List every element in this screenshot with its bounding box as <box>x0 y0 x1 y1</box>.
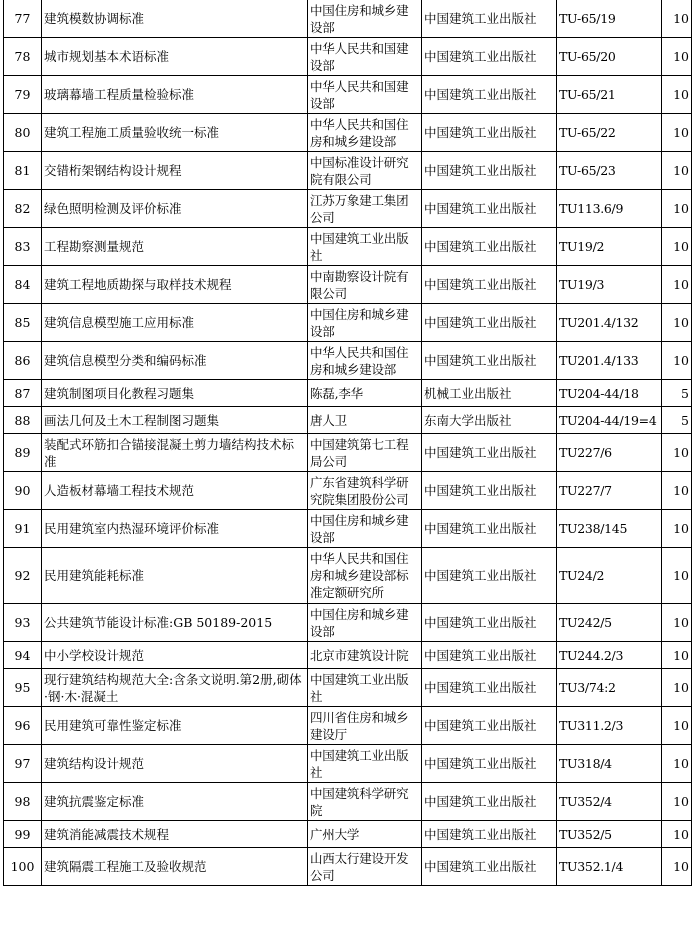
table-row <box>4 38 692 76</box>
book-author: 中国住房和城乡建设部 <box>308 604 422 642</box>
book-author: 中华人民共和国住房和城乡建设部 <box>308 342 422 380</box>
book-publisher: 中国建筑工业出版社 <box>422 152 557 190</box>
book-title: 画法几何及土木工程制图习题集 <box>42 407 308 434</box>
call-number: TU318/4 <box>557 745 662 783</box>
row-number: 94 <box>4 642 42 669</box>
book-author: 中国建筑第七工程局公司 <box>308 434 422 472</box>
call-number: TU242/5 <box>557 604 662 642</box>
book-publisher: 中国建筑工业出版社 <box>422 848 557 886</box>
table-row <box>4 76 692 114</box>
copy-count: 10 <box>662 38 692 76</box>
row-number: 98 <box>4 783 42 821</box>
call-number: TU-65/19 <box>557 0 662 38</box>
call-number: TU19/3 <box>557 266 662 304</box>
catalog-body <box>4 0 692 886</box>
book-author: 中国建筑工业出版社 <box>308 669 422 707</box>
call-number: TU238/145 <box>557 510 662 548</box>
row-number: 79 <box>4 76 42 114</box>
call-number: TU24/2 <box>557 548 662 604</box>
row-number: 96 <box>4 707 42 745</box>
book-title: 建筑信息模型分类和编码标准 <box>42 342 308 380</box>
book-author: 中华人民共和国住房和城乡建设部 <box>308 114 422 152</box>
copy-count: 10 <box>662 76 692 114</box>
call-number: TU352.1/4 <box>557 848 662 886</box>
call-number: TU311.2/3 <box>557 707 662 745</box>
book-title: 民用建筑室内热湿环境评价标准 <box>42 510 308 548</box>
copy-count: 10 <box>662 434 692 472</box>
book-title: 建筑模数协调标准 <box>42 0 308 38</box>
row-number: 100 <box>4 848 42 886</box>
book-publisher: 中国建筑工业出版社 <box>422 548 557 604</box>
call-number: TU204-44/18 <box>557 380 662 407</box>
book-publisher: 中国建筑工业出版社 <box>422 190 557 228</box>
copy-count: 10 <box>662 821 692 848</box>
call-number: TU201.4/133 <box>557 342 662 380</box>
book-title: 玻璃幕墙工程质量检验标准 <box>42 76 308 114</box>
book-publisher: 中国建筑工业出版社 <box>422 821 557 848</box>
book-publisher: 中国建筑工业出版社 <box>422 266 557 304</box>
call-number: TU-65/20 <box>557 38 662 76</box>
book-author: 中华人民共和国建设部 <box>308 38 422 76</box>
book-author: 中国建筑科学研究院 <box>308 783 422 821</box>
copy-count: 10 <box>662 510 692 548</box>
call-number: TU352/4 <box>557 783 662 821</box>
copy-count: 10 <box>662 304 692 342</box>
copy-count: 10 <box>662 745 692 783</box>
book-author: 中华人民共和国住房和城乡建设部标准定额研究所 <box>308 548 422 604</box>
book-title: 工程勘察测量规范 <box>42 228 308 266</box>
book-title: 建筑结构设计规范 <box>42 745 308 783</box>
copy-count: 5 <box>662 380 692 407</box>
book-publisher: 中国建筑工业出版社 <box>422 114 557 152</box>
book-publisher: 中国建筑工业出版社 <box>422 434 557 472</box>
row-number: 86 <box>4 342 42 380</box>
book-author: 中国住房和城乡建设部 <box>308 510 422 548</box>
table-row <box>4 642 692 669</box>
book-publisher: 中国建筑工业出版社 <box>422 707 557 745</box>
row-number: 92 <box>4 548 42 604</box>
table-row <box>4 342 692 380</box>
book-title: 建筑消能减震技术规程 <box>42 821 308 848</box>
book-publisher: 中国建筑工业出版社 <box>422 0 557 38</box>
copy-count: 10 <box>662 228 692 266</box>
row-number: 99 <box>4 821 42 848</box>
book-author: 唐人卫 <box>308 407 422 434</box>
copy-count: 10 <box>662 604 692 642</box>
book-title: 建筑信息模型施工应用标准 <box>42 304 308 342</box>
row-number: 78 <box>4 38 42 76</box>
book-title: 公共建筑节能设计标准:GB 50189-2015 <box>42 604 308 642</box>
book-author: 陈磊,李华 <box>308 380 422 407</box>
table-row <box>4 190 692 228</box>
copy-count: 10 <box>662 472 692 510</box>
row-number: 82 <box>4 190 42 228</box>
book-title: 民用建筑能耗标准 <box>42 548 308 604</box>
book-author: 北京市建筑设计院 <box>308 642 422 669</box>
call-number: TU204-44/19=4 <box>557 407 662 434</box>
row-number: 91 <box>4 510 42 548</box>
table-row <box>4 228 692 266</box>
book-author: 广州大学 <box>308 821 422 848</box>
book-author: 中南勘察设计院有限公司 <box>308 266 422 304</box>
book-author: 中国标准设计研究院有限公司 <box>308 152 422 190</box>
table-row <box>4 604 692 642</box>
copy-count: 5 <box>662 407 692 434</box>
book-publisher: 中国建筑工业出版社 <box>422 510 557 548</box>
copy-count: 10 <box>662 707 692 745</box>
table-row <box>4 152 692 190</box>
table-row <box>4 821 692 848</box>
copy-count: 10 <box>662 669 692 707</box>
row-number: 90 <box>4 472 42 510</box>
table-row <box>4 472 692 510</box>
table-row <box>4 380 692 407</box>
call-number: TU19/2 <box>557 228 662 266</box>
book-publisher: 中国建筑工业出版社 <box>422 304 557 342</box>
table-row <box>4 114 692 152</box>
row-number: 95 <box>4 669 42 707</box>
call-number: TU201.4/132 <box>557 304 662 342</box>
book-publisher: 中国建筑工业出版社 <box>422 228 557 266</box>
book-title: 建筑隔震工程施工及验收规范 <box>42 848 308 886</box>
call-number: TU227/6 <box>557 434 662 472</box>
book-publisher: 中国建筑工业出版社 <box>422 642 557 669</box>
book-publisher: 中国建筑工业出版社 <box>422 783 557 821</box>
row-number: 80 <box>4 114 42 152</box>
call-number: TU-65/23 <box>557 152 662 190</box>
call-number: TU3/74:2 <box>557 669 662 707</box>
copy-count: 10 <box>662 152 692 190</box>
row-number: 89 <box>4 434 42 472</box>
book-title: 交错桁架钢结构设计规程 <box>42 152 308 190</box>
book-publisher: 中国建筑工业出版社 <box>422 472 557 510</box>
book-publisher: 中国建筑工业出版社 <box>422 669 557 707</box>
book-author: 中国住房和城乡建设部 <box>308 304 422 342</box>
book-title: 建筑制图项目化教程习题集 <box>42 380 308 407</box>
table-row <box>4 707 692 745</box>
book-title: 绿色照明检测及评价标准 <box>42 190 308 228</box>
call-number: TU-65/21 <box>557 76 662 114</box>
book-catalog-table <box>3 0 692 886</box>
row-number: 93 <box>4 604 42 642</box>
table-row <box>4 266 692 304</box>
row-number: 85 <box>4 304 42 342</box>
book-title: 民用建筑可靠性鉴定标准 <box>42 707 308 745</box>
book-title: 装配式环筋扣合锚接混凝土剪力墙结构技术标准 <box>42 434 308 472</box>
table-row <box>4 510 692 548</box>
call-number: TU352/5 <box>557 821 662 848</box>
call-number: TU-65/22 <box>557 114 662 152</box>
copy-count: 10 <box>662 548 692 604</box>
book-author: 山西太行建设开发公司 <box>308 848 422 886</box>
row-number: 84 <box>4 266 42 304</box>
table-row <box>4 304 692 342</box>
copy-count: 10 <box>662 783 692 821</box>
book-publisher: 东南大学出版社 <box>422 407 557 434</box>
book-author: 中华人民共和国建设部 <box>308 76 422 114</box>
book-publisher: 中国建筑工业出版社 <box>422 745 557 783</box>
call-number: TU113.6/9 <box>557 190 662 228</box>
table-row <box>4 407 692 434</box>
book-publisher: 中国建筑工业出版社 <box>422 342 557 380</box>
book-title: 建筑抗震鉴定标准 <box>42 783 308 821</box>
book-author: 中国建筑工业出版社 <box>308 228 422 266</box>
copy-count: 10 <box>662 190 692 228</box>
row-number: 81 <box>4 152 42 190</box>
row-number: 87 <box>4 380 42 407</box>
book-author: 广东省建筑科学研究院集团股份公司 <box>308 472 422 510</box>
copy-count: 10 <box>662 114 692 152</box>
book-title: 建筑工程地质勘探与取样技术规程 <box>42 266 308 304</box>
copy-count: 10 <box>662 342 692 380</box>
table-row <box>4 745 692 783</box>
copy-count: 10 <box>662 848 692 886</box>
row-number: 83 <box>4 228 42 266</box>
table-row <box>4 0 692 38</box>
book-publisher: 中国建筑工业出版社 <box>422 76 557 114</box>
row-number: 77 <box>4 0 42 38</box>
row-number: 97 <box>4 745 42 783</box>
book-author: 四川省住房和城乡建设厅 <box>308 707 422 745</box>
book-title: 中小学校设计规范 <box>42 642 308 669</box>
call-number: TU227/7 <box>557 472 662 510</box>
book-publisher: 中国建筑工业出版社 <box>422 38 557 76</box>
book-author: 中国住房和城乡建设部 <box>308 0 422 38</box>
book-title: 城市规划基本术语标准 <box>42 38 308 76</box>
book-publisher: 中国建筑工业出版社 <box>422 604 557 642</box>
book-publisher: 机械工业出版社 <box>422 380 557 407</box>
row-number: 88 <box>4 407 42 434</box>
table-row <box>4 548 692 604</box>
book-author: 中国建筑工业出版社 <box>308 745 422 783</box>
copy-count: 10 <box>662 642 692 669</box>
table-row <box>4 669 692 707</box>
call-number: TU244.2/3 <box>557 642 662 669</box>
table-row <box>4 434 692 472</box>
book-title: 建筑工程施工质量验收统一标准 <box>42 114 308 152</box>
book-author: 江苏万象建工集团公司 <box>308 190 422 228</box>
copy-count: 10 <box>662 0 692 38</box>
book-title: 人造板材幕墙工程技术规范 <box>42 472 308 510</box>
table-row <box>4 848 692 886</box>
table-row <box>4 783 692 821</box>
book-title: 现行建筑结构规范大全:含条文说明.第2册,砌体·钢·木·混凝土 <box>42 669 308 707</box>
copy-count: 10 <box>662 266 692 304</box>
